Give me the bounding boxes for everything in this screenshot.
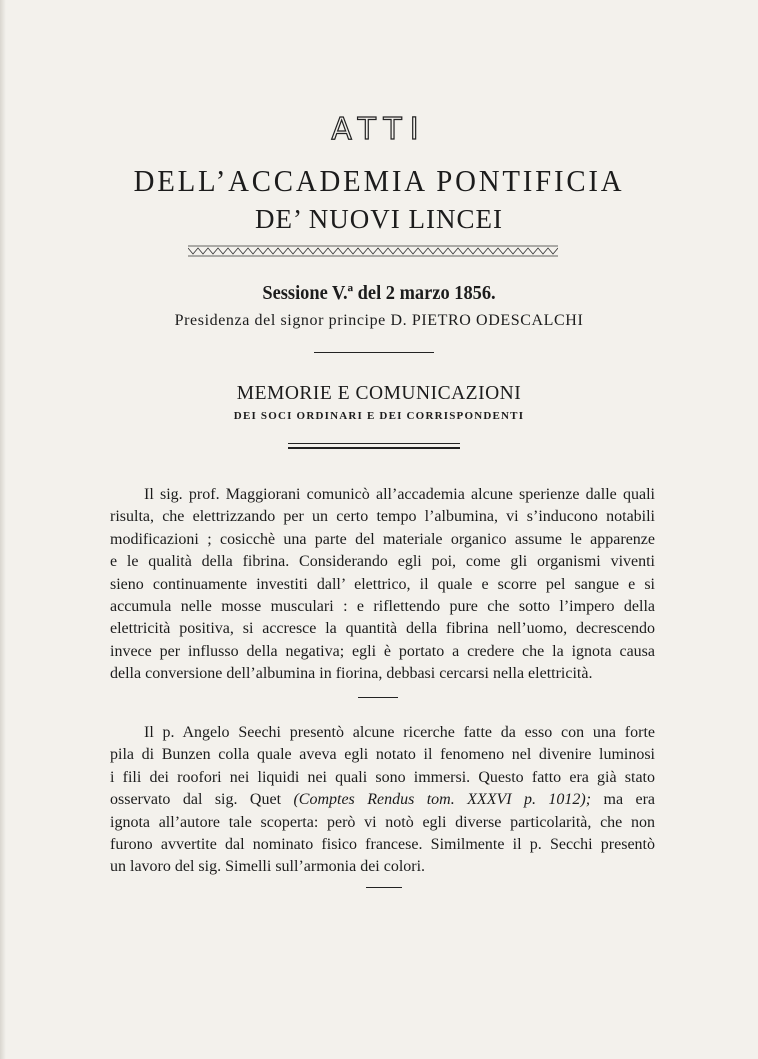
double-rule-top [288,443,460,444]
text-fragment: osservato dal sig. Quet [110,791,294,809]
double-rule-bottom [288,447,460,449]
text-line: della conversione dell’albumina in fiorina, debbasi cercarsi nella elettricità. [110,665,593,683]
text-line: furono avvertite dal nominato fisico francese. Similmente il p. Secchi presentò [110,836,655,854]
paragraph-secchi [110,722,655,879]
text-line: elettricità positiva, si accresce la quantità della fibrina nell’uomo, decrescendo [110,620,655,638]
short-rule-3 [366,887,402,888]
journal-title-academy: DELL’ACCADEMIA PONTIFICIA [133,163,625,198]
text-line: Il p. Angelo Seechi presentò alcune ricerche fatte da esso con una forte [144,724,655,741]
session-heading: Sessione V.ª del 2 marzo 1856. [262,282,496,304]
text-line: Il sig. prof. Maggiorani comunicò all’accademia alcune sperienze dalle quali [144,486,655,503]
short-rule-2 [358,697,398,698]
text-line: risulta, che elettrizzando per un certo tempo l’albumina, vi s’inducono notabili [110,508,655,526]
section-subtitle: DEI SOCI ORDINARI E DEI CORRISPONDENTI [233,410,525,422]
citation-comptes-rendus: (Comptes Rendus tom. XXXVI p. 1012); [293,791,592,809]
section-title: MEMORIE E COMUNICAZIONI [236,383,522,404]
journal-title-atti: ATTI [331,112,427,147]
presidency-line: Presidenza del signor principe D. PIETRO ODESCALCHI [174,312,584,329]
text-line: ignota all’autore tale scoperta: però vi notò egli diverse particolarità, che non [110,813,655,831]
text-line: i fili dei roofori nei liquidi nei quali sono immersi. Questo fatto era già stato [110,768,655,786]
text-line: invece per influsso della negativa; egli è portato a credere che la ignota causa [110,642,655,660]
journal-title-lincei: DE’ NUOVI LINCEI [255,204,503,234]
text-line: sieno continuamente investiti dall’ elettrico, il quale e scorre pel sangue e si [110,575,655,593]
text-line: pila di Bunzen colla quale aveva egli notato il fenomeno nel divenire luminosi [110,746,655,764]
ornamental-divider [188,244,558,258]
text-line: e le qualità della fibrina. Considerando egli poi, come gli organismi viventi [110,553,655,571]
page-edge-shadow [0,0,6,1059]
text-line: accumula nelle mosse musculari : e riflettendo pure che sotto l’impero della [110,598,655,616]
text-line-with-citation [110,789,655,811]
text-line: modificazioni ; cosicchè una parte del materiale organico assume le apparenze [110,530,655,548]
text-fragment: ma era [591,791,656,809]
paragraph-maggiorani [110,484,655,686]
text-line: un lavoro del sig. Simelli sull’armonia dei colori. [110,858,426,876]
short-rule-1 [314,352,434,353]
